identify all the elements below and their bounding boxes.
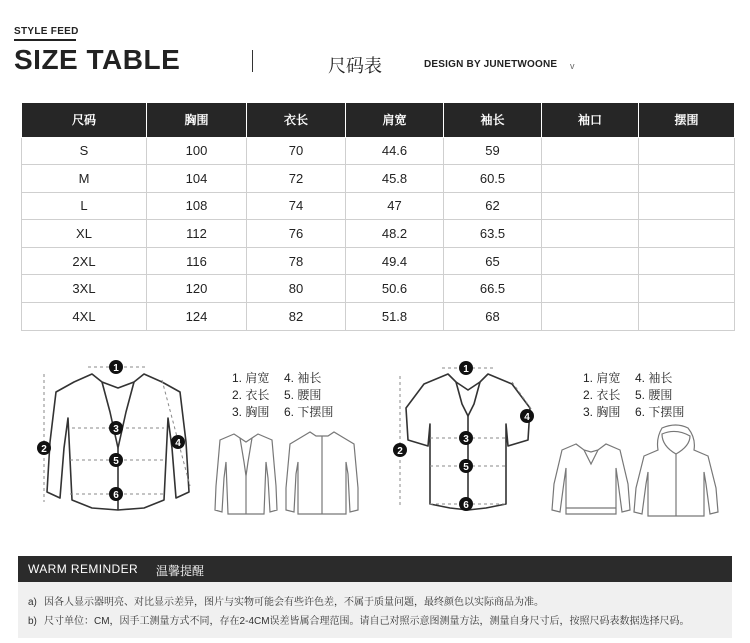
measure-marker-2 <box>37 441 51 455</box>
table-cell: 44.6 <box>346 137 444 165</box>
legend-item: 4. 袖长 <box>635 371 673 385</box>
table-cell: XL <box>22 220 147 248</box>
table-cell: 76 <box>247 220 346 248</box>
svg-text:2: 2 <box>41 444 47 455</box>
table-row <box>22 165 735 193</box>
header-length: 衣长 <box>247 103 346 137</box>
table-cell <box>639 192 735 220</box>
chevron-down-icon: v <box>570 61 575 71</box>
table-cell: 116 <box>147 247 247 275</box>
legend-item: 1. 肩宽 <box>583 371 621 385</box>
legend-item: 1. 肩宽 <box>232 371 270 385</box>
table-cell: 45.8 <box>346 165 444 193</box>
svg-text:2: 2 <box>397 446 403 457</box>
table-cell <box>542 137 639 165</box>
table-cell: 120 <box>147 275 247 303</box>
table-cell: 4XL <box>22 303 147 331</box>
table-cell: 78 <box>247 247 346 275</box>
table-cell <box>542 247 639 275</box>
measure-marker-6 <box>459 497 473 511</box>
table-cell <box>542 303 639 331</box>
table-cell: M <box>22 165 147 193</box>
garment-icons-left <box>212 428 362 518</box>
legend-item: 5. 腰围 <box>284 388 322 402</box>
measure-marker-2 <box>393 443 407 457</box>
measure-marker-4 <box>171 435 185 449</box>
measure-marker-1 <box>109 360 123 374</box>
design-credit: DESIGN BY JUNETWOONE <box>424 59 558 70</box>
table-row <box>22 247 735 275</box>
table-cell: 80 <box>247 275 346 303</box>
header <box>14 22 734 82</box>
table-cell <box>639 137 735 165</box>
table-cell: 100 <box>147 137 247 165</box>
table-cell <box>542 192 639 220</box>
measure-marker-3 <box>109 421 123 435</box>
jacket-icon <box>286 432 358 514</box>
size-table <box>21 103 735 331</box>
table-cell <box>639 165 735 193</box>
warm-reminder-title: WARM REMINDER <box>28 562 139 576</box>
table-cell: 47 <box>346 192 444 220</box>
table-cell: 66.5 <box>444 275 542 303</box>
svg-text:5: 5 <box>113 456 119 467</box>
table-header-row <box>22 103 735 137</box>
warm-reminder-bar <box>18 556 732 582</box>
table-cell: 68 <box>444 303 542 331</box>
garment-icons-right <box>550 424 720 520</box>
legend-item: 2. 衣长 <box>583 388 621 402</box>
warm-reminder-title-cn: 温馨提醒 <box>156 564 205 578</box>
svg-text:3: 3 <box>113 424 119 435</box>
table-cell: 74 <box>247 192 346 220</box>
page-title: SIZE TABLE <box>14 44 181 75</box>
table-cell: L <box>22 192 147 220</box>
table-cell: 70 <box>247 137 346 165</box>
svg-text:1: 1 <box>113 363 119 374</box>
legend-item: 5. 腰围 <box>635 388 673 402</box>
measurement-legend-right <box>583 370 693 421</box>
table-cell <box>542 275 639 303</box>
svg-text:5: 5 <box>463 462 469 473</box>
note-a <box>28 593 544 608</box>
table-cell: 2XL <box>22 247 147 275</box>
measurement-legend-left <box>232 370 342 421</box>
table-cell: 62 <box>444 192 542 220</box>
svg-text:4: 4 <box>524 412 530 423</box>
measure-marker-1 <box>459 361 473 375</box>
feed-underline <box>14 39 76 41</box>
table-cell: 124 <box>147 303 247 331</box>
header-size: 尺码 <box>22 103 147 137</box>
table-cell: 3XL <box>22 275 147 303</box>
table-cell: 65 <box>444 247 542 275</box>
legend-item: 4. 袖长 <box>284 371 322 385</box>
table-row <box>22 192 735 220</box>
note-text: 尺寸单位：CM，因手工测量方式不同，存在2-4CM误差皆属合理范围。请自己对照示意图测量方法，测量自身尺寸后，按照尺码表数据选择尺码。 <box>44 616 690 627</box>
table-cell: 48.2 <box>346 220 444 248</box>
table-cell: 112 <box>147 220 247 248</box>
table-cell: 51.8 <box>346 303 444 331</box>
measure-marker-5 <box>459 459 473 473</box>
table-cell <box>639 275 735 303</box>
table-row <box>22 303 735 331</box>
table-cell <box>542 220 639 248</box>
legend-item: 6. 下摆围 <box>635 405 685 419</box>
note-label: b) <box>28 616 37 627</box>
table-cell: 50.6 <box>346 275 444 303</box>
svg-text:1: 1 <box>463 364 469 375</box>
page-title-cn: 尺码表 <box>328 56 382 76</box>
table-cell <box>542 165 639 193</box>
svg-text:4: 4 <box>175 438 181 449</box>
table-row <box>22 275 735 303</box>
header-chest: 胸围 <box>147 103 247 137</box>
svg-text:3: 3 <box>463 434 469 445</box>
style-feed-label: STYLE FEED <box>14 26 79 37</box>
svg-text:6: 6 <box>463 500 469 511</box>
legend-item: 6. 下摆围 <box>284 405 334 419</box>
note-label: a) <box>28 597 37 608</box>
legend-item: 2. 衣长 <box>232 388 270 402</box>
table-cell: 72 <box>247 165 346 193</box>
header-cuff: 袖口 <box>542 103 639 137</box>
jacket-measurement-diagram <box>30 352 205 522</box>
sweater-icon <box>552 444 630 514</box>
measure-marker-6 <box>109 487 123 501</box>
table-cell: 49.4 <box>346 247 444 275</box>
table-cell: 59 <box>444 137 542 165</box>
table-cell: S <box>22 137 147 165</box>
hoodie-icon <box>634 425 718 516</box>
reminder-notes <box>18 582 732 638</box>
table-row <box>22 137 735 165</box>
title-divider <box>252 50 253 72</box>
legend-item: 3. 胸围 <box>232 405 270 419</box>
measure-marker-3 <box>459 431 473 445</box>
table-cell <box>639 247 735 275</box>
blazer-icon <box>215 434 277 514</box>
header-hem: 摆围 <box>639 103 735 137</box>
header-shoulder: 肩宽 <box>346 103 444 137</box>
table-cell: 60.5 <box>444 165 542 193</box>
table-cell: 63.5 <box>444 220 542 248</box>
note-b <box>28 612 690 627</box>
table-cell: 82 <box>247 303 346 331</box>
table-cell <box>639 220 735 248</box>
measure-marker-5 <box>109 453 123 467</box>
svg-text:6: 6 <box>113 490 119 501</box>
header-sleeve: 袖长 <box>444 103 542 137</box>
measure-marker-4 <box>520 409 534 423</box>
table-row <box>22 220 735 248</box>
table-cell: 108 <box>147 192 247 220</box>
note-text: 因各人显示器明亮、对比显示差异，图片与实物可能会有些许色差，不属于质量问题，最终颜色以实际商品为准。 <box>44 597 544 608</box>
table-cell <box>639 303 735 331</box>
legend-item: 3. 胸围 <box>583 405 621 419</box>
shirt-measurement-diagram <box>388 352 543 522</box>
table-cell: 104 <box>147 165 247 193</box>
